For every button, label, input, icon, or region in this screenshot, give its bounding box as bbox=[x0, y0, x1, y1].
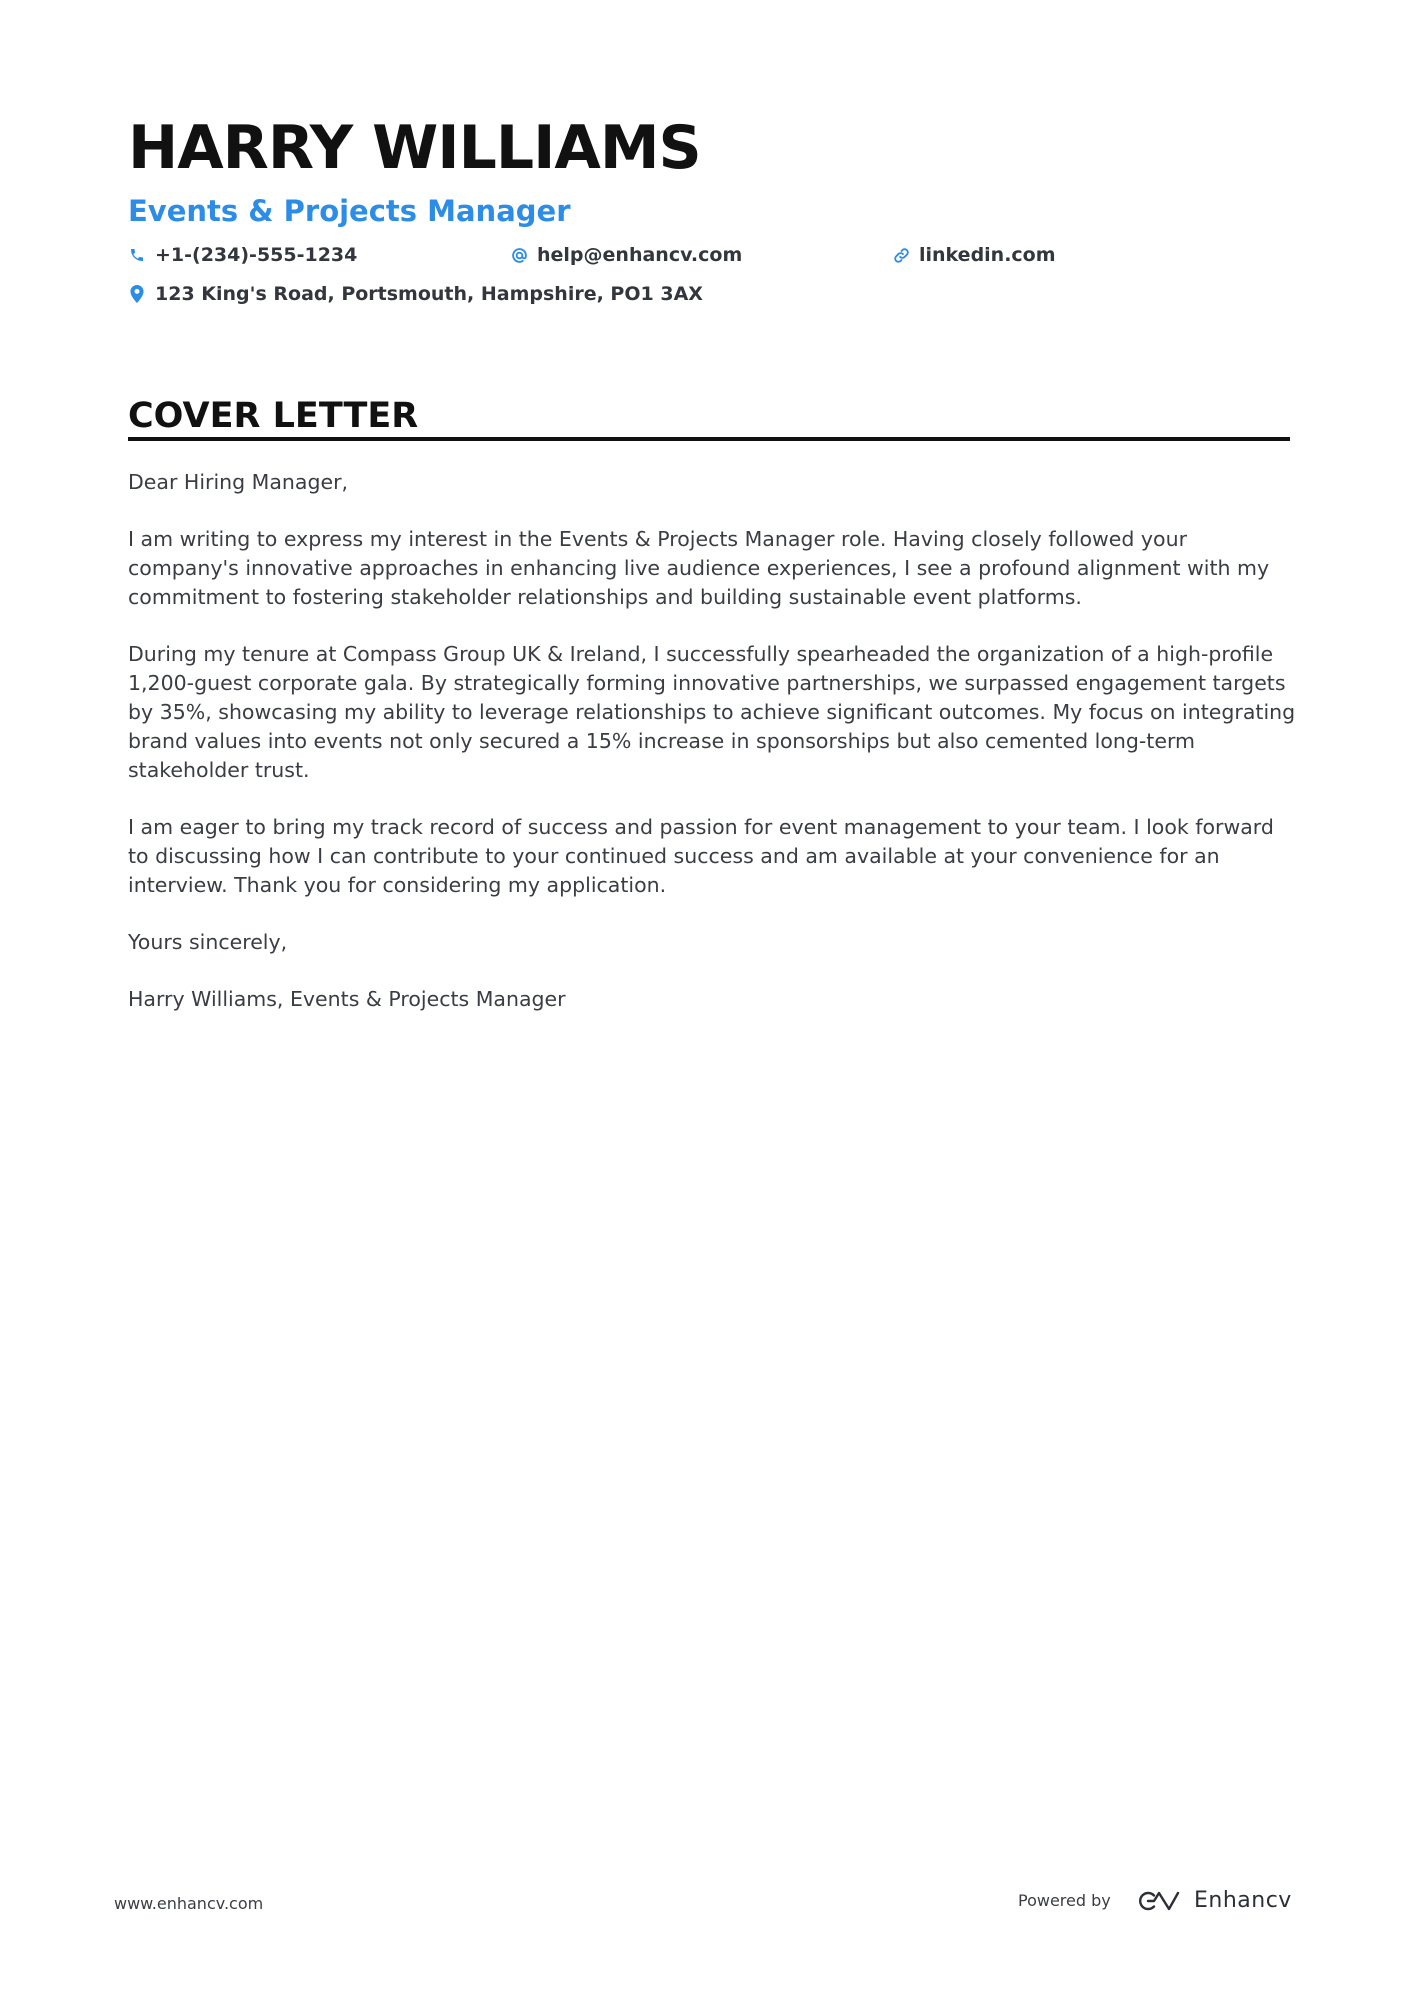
enhancv-brand-name: Enhancv bbox=[1194, 1888, 1292, 1913]
candidate-job-title: Events & Projects Manager bbox=[128, 194, 571, 228]
contact-phone bbox=[128, 240, 357, 270]
linkedin-text[interactable]: linkedin.com bbox=[919, 244, 1056, 266]
location-pin-icon bbox=[128, 284, 146, 304]
letter-body bbox=[128, 468, 1298, 1042]
enhancv-logo-icon bbox=[1138, 1888, 1184, 1914]
section-divider bbox=[128, 437, 1290, 441]
footer-website-link[interactable]: www.enhancv.com bbox=[114, 1894, 264, 1913]
section-title-cover-letter: COVER LETTER bbox=[128, 396, 419, 436]
phone-icon bbox=[128, 245, 146, 265]
letter-closing: Yours sincerely, bbox=[128, 930, 288, 954]
candidate-name: HARRY WILLIAMS bbox=[128, 113, 701, 183]
contact-address bbox=[128, 279, 703, 309]
at-icon bbox=[510, 245, 528, 265]
contact-email[interactable] bbox=[510, 240, 742, 270]
letter-signature: Harry Williams, Events & Projects Manager bbox=[128, 987, 566, 1011]
link-icon bbox=[892, 245, 910, 265]
letter-paragraph: I am eager to bring my track record of success and passion for event management to your team. I look forward to discussing how I can contribute to your continued success and am available at your convenience for an interview. Thank you for considering my application. bbox=[128, 815, 1274, 897]
letter-paragraph: I am writing to express my interest in the Events & Projects Manager role. Having closely followed your company's innovative approaches in enhancing live audience experiences, I see a profound alignment with my commitment to fostering stakeholder relationships and building sustainable event platforms. bbox=[128, 527, 1270, 609]
enhancv-brand[interactable] bbox=[1138, 1884, 1292, 1918]
address-text: 123 King's Road, Portsmouth, Hampshire, PO1 3AX bbox=[155, 283, 703, 305]
powered-by-label: Powered by bbox=[1018, 1891, 1111, 1910]
letter-greeting: Dear Hiring Manager, bbox=[128, 470, 349, 494]
phone-text: +1-(234)-555-1234 bbox=[155, 244, 358, 266]
contact-linkedin[interactable] bbox=[892, 240, 1056, 270]
email-text[interactable]: help@enhancv.com bbox=[537, 244, 743, 266]
letter-paragraph: During my tenure at Compass Group UK & Ireland, I successfully spearheaded the organization of a high-profile 1,200-guest corporate gala. By strategically forming innovative partnerships, we surpassed engagement targets by 35%, showcasing my ability to leverage relationships to achieve significant outcomes. My focus on integrating brand values into events not only secured a 15% increase in sponsorships but also cemented long-term stakeholder trust. bbox=[128, 642, 1296, 782]
